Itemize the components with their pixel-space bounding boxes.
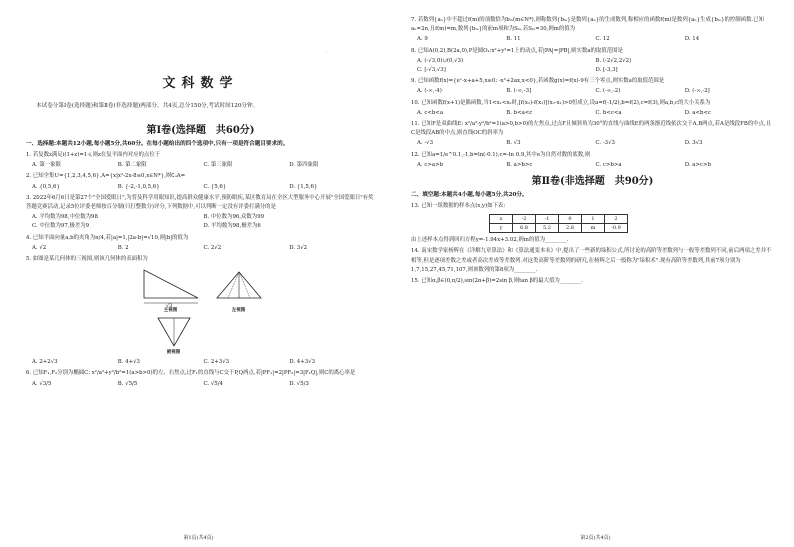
question-7-options bbox=[417, 35, 774, 44]
table-cell: -2 bbox=[513, 215, 536, 224]
question-13-tail: 由上述样本点得到回归方程y=-1.94x+3.02,则m的值为________. bbox=[411, 237, 569, 244]
option: B. 2 bbox=[117, 244, 129, 251]
question-9: 9. 已知函数f(x)={eˣ-x+a+5,x≥0; -x²+2ax,x<0},若函数g(x)=f(x)-9有三个零点,则实数a的取值范围是 bbox=[411, 78, 665, 85]
side-view-drawing bbox=[214, 268, 264, 308]
table-cell: m bbox=[582, 224, 605, 233]
option: D. 4+3√3 bbox=[289, 359, 316, 366]
table-row-x bbox=[490, 215, 628, 224]
option: A. 2+2√3 bbox=[32, 359, 58, 366]
option: C. 中位数为97,极差为9 bbox=[32, 223, 90, 230]
option: B. √3 bbox=[506, 140, 521, 147]
table-cell: -0.9 bbox=[605, 224, 628, 233]
option: A. c<b<a bbox=[417, 109, 444, 116]
option: A. (-∞,-4) bbox=[417, 88, 442, 95]
question-6-options bbox=[32, 380, 375, 389]
option: D. 3√2 bbox=[289, 244, 308, 251]
option: A. 平均数为98,中位数为98 bbox=[32, 214, 98, 221]
question-1-options bbox=[32, 161, 375, 170]
option: C. (-∞,-2) bbox=[595, 88, 621, 95]
option: A. c>a>b bbox=[417, 161, 444, 168]
top-view bbox=[154, 316, 194, 356]
q13-data-table bbox=[489, 214, 628, 233]
question-4: 4. 已知平面向量a,b的夹角为π/4,若|a|=1,|2a-b|=√10,则|b|的值为 bbox=[26, 234, 189, 241]
option: C. {5,6} bbox=[203, 183, 227, 190]
option: D. √5/3 bbox=[289, 380, 309, 387]
option: A. (-√3,0)∪(0,√3) bbox=[417, 57, 464, 64]
three-view-figure bbox=[26, 268, 375, 314]
option: D. 第四象限 bbox=[289, 162, 319, 169]
part1-title: 第Ⅰ卷(选择题 共60分) bbox=[146, 125, 255, 136]
table-cell: 6.8 bbox=[513, 224, 536, 233]
option: D. 3√3 bbox=[684, 140, 703, 147]
option: C. c>b>a bbox=[595, 161, 622, 168]
question-13: 13. 已知一组数据的样本点(x,y)如下表: bbox=[411, 203, 506, 210]
option: B. a>b>c bbox=[506, 161, 533, 168]
option: B. 11 bbox=[506, 36, 521, 43]
question-7: 7. 若数列{aₙ}中不超过f(m)的项数恰为bₘ(m∈N*),则称数列{bₘ}是数列{aₙ}的生成数列,称相应的函数f(m)是数列{aₙ}生成{bₘ}的控制函数.已知aₙ=2n,且f(m)=m,数列{bₘ}的前m项和为Sₘ,若Sₘ=30,则m的值为 bbox=[411, 17, 764, 33]
top-view-row bbox=[0, 316, 375, 356]
option: A. -√3 bbox=[417, 140, 434, 147]
option: A. 第一象限 bbox=[32, 162, 61, 169]
part1-header: 一、选择题:本题共12小题,每小题5分,共60分。在每小题给出的四个选项中,只有一项是符合题目要求的。 bbox=[26, 141, 289, 147]
side-view-label: 左视图 bbox=[231, 308, 246, 314]
question-11: 11. 已知F是双曲线E: x²/a²-y²/b²=1(a>0,b>0)的左焦点,过点F且倾斜角为30°的直线与曲线E的两条渐近线依次交于A,B两点,若A是线段FB的中点,且C是线段AB的中点,则直线OC的斜率为 bbox=[411, 121, 772, 137]
option: B. 第二象限 bbox=[117, 162, 147, 169]
question-11-options bbox=[417, 139, 774, 148]
front-view-label: 主视图 bbox=[163, 308, 178, 314]
option: A. 9 bbox=[417, 36, 428, 43]
front-view bbox=[138, 268, 204, 314]
option: D. {1,5,6} bbox=[289, 183, 318, 190]
option: B. 4+√3 bbox=[117, 359, 140, 366]
top-view-label: 俯视图 bbox=[166, 350, 181, 356]
question-8-options bbox=[417, 57, 774, 75]
question-3-options bbox=[32, 213, 375, 231]
part2-title: 第Ⅱ卷(非选择题 共90分) bbox=[531, 176, 654, 188]
option: B. 中位数为96,众数为99 bbox=[203, 214, 265, 221]
front-view-drawing bbox=[138, 268, 204, 308]
table-row-y bbox=[490, 224, 628, 233]
option: B. (-∞,-3] bbox=[506, 88, 532, 95]
option: C. b<c<a bbox=[595, 109, 622, 116]
table-cell: x bbox=[490, 215, 513, 224]
option: B. {-2,-1,0,5,6} bbox=[117, 183, 160, 190]
table-cell: 2.8 bbox=[559, 224, 582, 233]
option: C. 第三象限 bbox=[203, 162, 233, 169]
top-mark: · bbox=[326, 50, 328, 56]
option: C. √5/4 bbox=[203, 380, 223, 387]
option: D. 14 bbox=[684, 36, 700, 43]
option: C. 2√2 bbox=[203, 244, 222, 251]
question-10: 10. 已知函数f(x+1)是偶函数,当1<x₁<x₂时,[f(x₂)-f(x₁)](x₂-x₁)>0恒成立,设a=f(-1/2),b=f(2),c=f(3),则a,b,c的大小关系为 bbox=[411, 99, 711, 106]
question-6: 6. 已知F₁,F₂分别为椭圆C: x²/a²+y²/b²=1(a>b>0)的左、右焦点,过F₁的直线与C交于P,Q两点,若|PF₁|=2|PF₂|=3|F₁Q|,则C的离心率是 bbox=[26, 370, 356, 377]
question-4-options bbox=[32, 244, 375, 253]
option: C. [-√3,√3] bbox=[417, 67, 446, 74]
question-12: 12. 已知a=1/e^0.1,-1,b=ln(-0.1),c=-ln 0.9,其中e为自然对数的底数,则 bbox=[411, 151, 591, 158]
part2-header: 二、填空题:本题共4小题,每小题5分,共20分。 bbox=[411, 192, 528, 199]
option: D. a<b<c bbox=[684, 109, 712, 116]
page-footer-left: 第1页(共4页) bbox=[183, 535, 214, 541]
page-right bbox=[397, 0, 794, 547]
page-footer-right: 第2页(共4页) bbox=[580, 535, 611, 541]
question-5: 5. 如图是某几何体的三视图,则该几何体的表面积为 bbox=[26, 256, 148, 263]
table-cell: -1 bbox=[536, 215, 559, 224]
question-3: 3. 2022年6月6日是第27个"全国爱眼日",为普及科学用眼知识,提高群众健康水平,预防眼疾,某区教育局在全区大型服务中心开展"全国爱眼日"有奖答题竞赛活动,记录5位评委老师按百分制(只打整数分)评分,下列数据中,可以判断一定没有评委打满分的是 bbox=[26, 194, 374, 211]
question-15: 15. 已知α,β∈(0,π/2),sin(2α+β)=2sin β,则tan β的最大值为________. bbox=[411, 278, 584, 285]
side-view bbox=[214, 268, 264, 314]
question-5-options bbox=[32, 358, 375, 367]
table-cell: 5.2 bbox=[536, 224, 559, 233]
exam-title: 文科数学 bbox=[162, 76, 239, 91]
option: C. 12 bbox=[595, 36, 610, 43]
option: B. √5/5 bbox=[117, 380, 138, 387]
question-10-options bbox=[417, 109, 774, 118]
option: C. 2+3√3 bbox=[203, 359, 230, 366]
question-2-options bbox=[32, 183, 375, 192]
top-view-drawing bbox=[154, 316, 194, 350]
table-cell: y bbox=[490, 224, 513, 233]
option: B. b<a<c bbox=[506, 109, 533, 116]
table-cell: 2 bbox=[605, 215, 628, 224]
table-cell: 0 bbox=[559, 215, 582, 224]
option: A. {0,5,6} bbox=[32, 183, 60, 190]
option: A. √3/5 bbox=[32, 380, 52, 387]
option: D. a>c>b bbox=[684, 161, 712, 168]
question-2: 2. 已知全集U={1,2,3,4,5,6},A={x|x²-2x-8≤0,x∈N*},则∁ᵤA= bbox=[26, 173, 186, 180]
question-8: 8. 已知A(0,2),B(2a,0),P是圆O₁:x²+y²=1上的动点,若|PA|=|PB|,则实数a的取值范围是 bbox=[411, 47, 623, 54]
option: D. 平均数为98,极差为6 bbox=[203, 223, 261, 230]
option: B. (-2√2,2√2) bbox=[595, 57, 632, 64]
option: A. √2 bbox=[32, 244, 47, 251]
exam-note: 本试卷分第Ⅰ卷(选择题)和第Ⅱ卷(非选择题)两部分。共4页,总分150分,考试时间120分钟。 bbox=[36, 103, 259, 109]
table-cell: 1 bbox=[582, 215, 605, 224]
question-1: 1. 若复数z满足i(1+z)=1-i,则z在复平面内对应的点位于 bbox=[26, 152, 161, 158]
question-12-options bbox=[417, 161, 774, 170]
option: C. -3√3 bbox=[595, 140, 615, 147]
option: D. (-∞,-2] bbox=[684, 88, 710, 95]
question-14: 14. 南宋数学家杨辉在《详解九章算法》和《算法通变本末》中,提出了一些新的垛积公式,所讨论的高阶等差数列与一般等差数列不同,前后两项之差并不相等,但是逐项差数之差或者高次差成等差数列.对这类高阶等差数列的研究,在杨辉之后一般称为"垛积术".现有高阶等差数列,其前7项分别为1,7,15,27,45,71,107,则该数列的第8项为________. bbox=[411, 248, 772, 273]
option: D. [-3,3] bbox=[595, 67, 618, 74]
dim-label: √3 bbox=[165, 303, 172, 309]
question-9-options bbox=[417, 87, 774, 96]
